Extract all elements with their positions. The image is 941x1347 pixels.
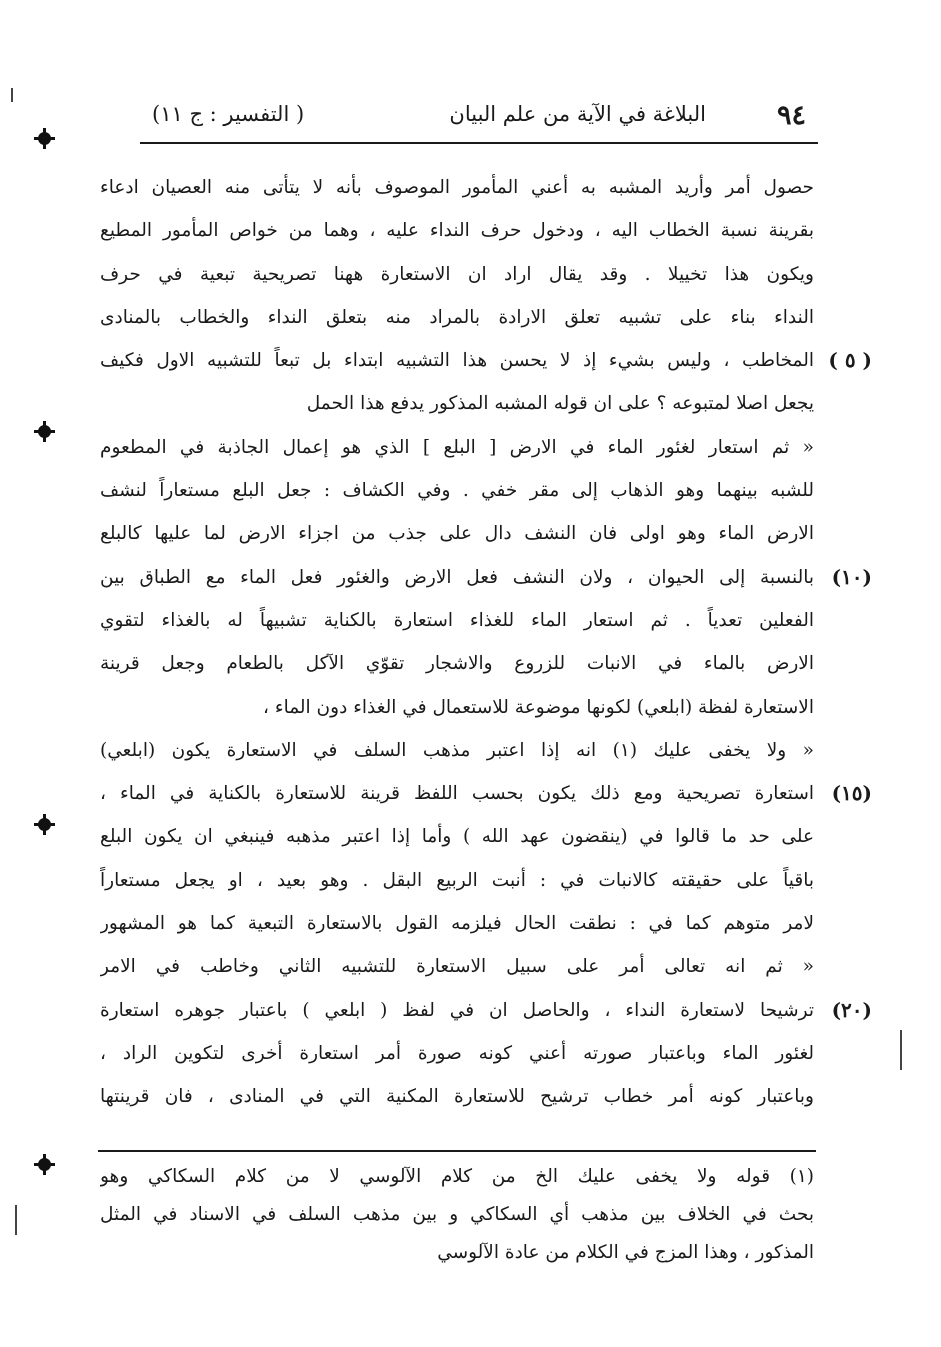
footnote <box>100 1158 814 1272</box>
text-line: بالنسبة إلى الحيوان ، ولان النشف فعل الارض والغئور فعل الماء مع الطباق بين <box>100 566 814 588</box>
page-header <box>140 96 818 144</box>
text-line: حصول أمر وأريد المشبه به أعني المأمور الموصوف بأنه لا يتأتى منه العصيان ادعاء <box>100 177 814 198</box>
line-number-marker: (١٠) <box>831 565 872 589</box>
line-number-marker: (١٥) <box>831 781 872 805</box>
line-number-marker: ( ٥ ) <box>828 348 872 372</box>
text-line: يجعل اصلا لمتبوعه ؟ على ان قوله المشبه المذكور يدفع هذا الحمل <box>306 393 814 415</box>
text-line: على حد ما قالوا في (ينقضون عهد الله ) وأما إذا اعتبر مذهبه فينبغي ان يكون البلع <box>100 826 814 848</box>
text-line: « ثم انه تعالى أمر على سبيل الاستعارة للتشبيه الثاني وخاطب في الامر <box>100 956 814 978</box>
text-line: الاستعارة لفظة (ابلعي) لكونها موضوعة للاستعمال في الغذاء دون الماء ، <box>263 696 814 718</box>
page-number: ٩٤ <box>776 100 806 131</box>
footnote-line: بحث في الخلاف بين مذهب أي السكاكي و بين مذهب السلف في الاسناد في المثل <box>100 1204 814 1225</box>
footnote-line: المذكور ، وهذا المزج في الكلام من عادة الآلوسي <box>437 1242 814 1263</box>
binding-hole-mark <box>38 1158 51 1171</box>
scan-edge-mark <box>900 1030 902 1070</box>
text-line: « ثم استعار لغئور الماء في الارض [ البلع ] الذي هو إعمال الجاذبة في المطعوم <box>100 436 814 458</box>
scan-edge-mark <box>11 88 13 102</box>
text-line: ويكون هذا تخييلا . وقد يقال اراد ان الاستعارة ههنا تصريحية تبعية في حرف <box>100 263 814 285</box>
text-line: للشبه بينهما وهو الذهاب إلى مقر خفي . وفي الكشاف : جعل البلع مستعاراً لنشف <box>100 480 814 502</box>
volume-label: ( التفسير : ج ١١) <box>152 102 305 126</box>
text-line: وباعتبار كونه أمر خطاب ترشيح للاستعارة المكنية التي في المنادى ، فان قرينتها <box>100 1086 814 1108</box>
binding-hole-mark <box>38 425 51 438</box>
scan-edge-mark <box>15 1205 17 1235</box>
text-line: لامر متوهم كما في : نطقت الحال فيلزمه القول بالاستعارة التبعية كما هو المشهور <box>100 913 814 935</box>
line-number-marker: (٢٠) <box>831 998 872 1022</box>
text-line: استعارة تصريحية ومع ذلك يكون بحسب اللفظ قرينة للاستعارة بالكناية في الماء ، <box>100 783 814 805</box>
footnote-rule <box>98 1150 816 1152</box>
main-text <box>100 166 814 1119</box>
text-line: باقياً على حقيقته كالانبات في : أنبت الربيع البقل . وهو بعيد ، او يجعل مستعاراً <box>100 869 814 891</box>
footnote-line: (١) قوله ولا يخفى عليك الخ من كلام الآلوسي لا من كلام السكاكي وهو <box>100 1166 814 1187</box>
text-line: الارض بالماء في الانبات للزروع والاشجار تقوّي الآكل بالطعام وجعل قرينة <box>100 653 814 675</box>
text-line: الفعلين تعدياً . ثم استعار الماء للغذاء استعارة بالكناية تشبيهاً له بالغذاء لتقوي <box>100 609 814 631</box>
binding-hole-mark <box>38 132 51 145</box>
text-line: ترشيحا لاستعارة النداء ، والحاصل ان في لفظ ( ابلعي ) باعتبار جوهره استعارة <box>100 999 814 1021</box>
text-line: المخاطب ، وليس بشيء إذ لا يحسن هذا التشبيه ابتداء بل تبعاً للتشبيه الاول فكيف <box>100 350 814 372</box>
binding-hole-mark <box>38 818 51 831</box>
text-line: الارض الماء وهو اولى فان النشف دال على جذب من اجزاء الارض لما عليها كالبلع <box>100 523 814 545</box>
running-title: البلاغة في الآية من علم البيان <box>449 102 706 126</box>
text-line: النداء بناء على تشبيه تعلق الارادة بالمراد منه بتعلق النداء والخطاب بالمنادى <box>100 306 814 328</box>
text-line: لغئور الماء وباعتبار صورته أعني كونه صورة أمر استعارة أخرى لتكوين الراد ، <box>100 1042 814 1064</box>
text-line: « ولا يخفى عليك (١) انه إذا اعتبر مذهب السلف في الاستعارة يكون (ابلعي) <box>100 739 814 761</box>
text-line: بقرينة نسبة الخطاب اليه ، ودخول حرف النداء عليه ، وهما من خواص المأمور المطيع <box>100 220 814 242</box>
